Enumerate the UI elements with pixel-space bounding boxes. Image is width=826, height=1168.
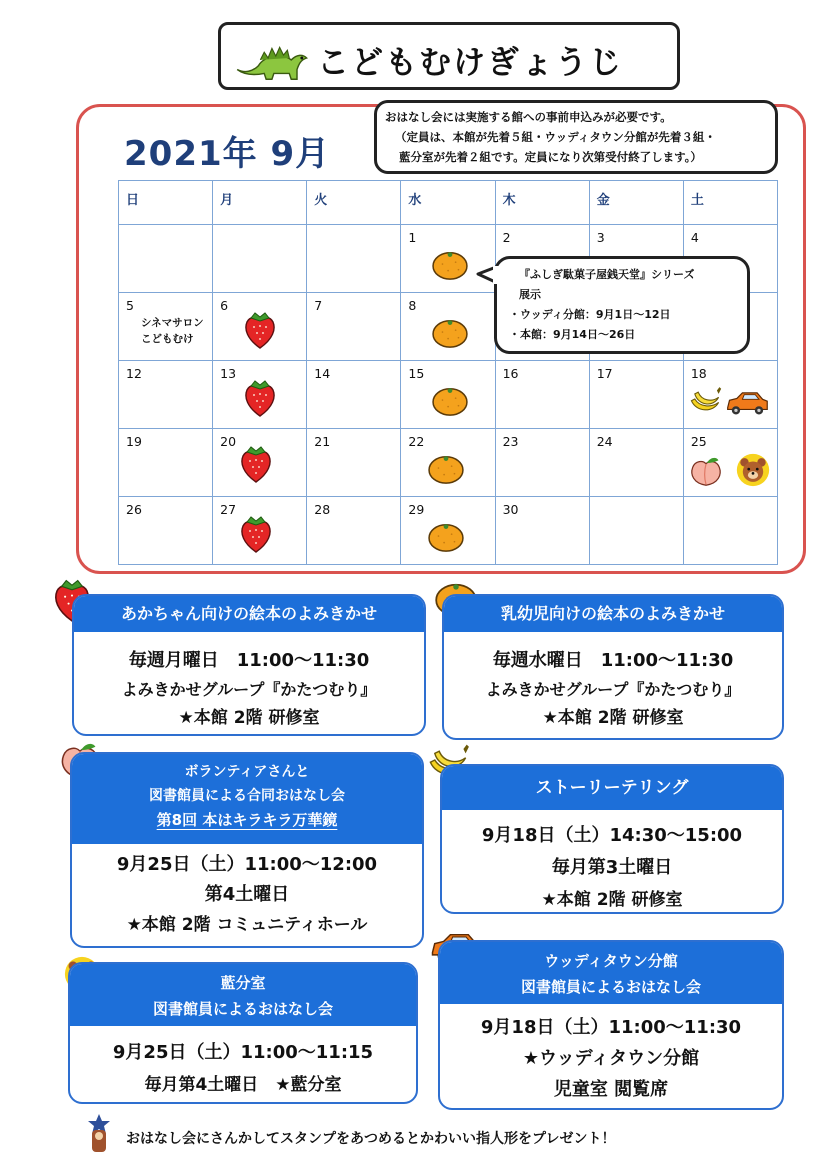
- notice-line: おはなし会には実施する館への事前申込みが必要です。: [385, 110, 672, 124]
- day-number: 13: [220, 366, 237, 381]
- weekday-thu: 木: [495, 181, 589, 225]
- program-line: ★本館 2階 研修室: [178, 708, 320, 728]
- day-number: 7: [314, 298, 323, 313]
- calendar-cell: [401, 429, 495, 497]
- strawberry-icon: [239, 443, 273, 483]
- event-line: こどもむけ: [141, 333, 194, 345]
- program-toddler-storytime: [442, 594, 784, 740]
- day-number: 23: [502, 434, 519, 449]
- day-number: 6: [220, 298, 229, 313]
- notice-line: 藍分室が先着２組です。定員になり次第受付終了します。）: [399, 150, 702, 164]
- strawberry-icon: [243, 309, 277, 349]
- day-number: 17: [596, 366, 613, 381]
- day-number: 2: [502, 230, 511, 245]
- day-number: 3: [596, 230, 605, 245]
- calendar-cell: [119, 225, 213, 293]
- calendar-week: [119, 429, 778, 497]
- day-number: 16: [502, 366, 519, 381]
- calendar-cell: [213, 497, 307, 565]
- program-title: 図書館員によるおはなし会: [152, 1000, 333, 1018]
- day-number: 1: [408, 230, 417, 245]
- calendar-cell: [307, 293, 401, 361]
- calendar-cell: [213, 361, 307, 429]
- program-line: 児童室 閲覧席: [553, 1079, 669, 1100]
- calendar-cell: [495, 429, 589, 497]
- notice-line: （定員は、本館が先着５組・ウッディタウン分館が先着３組・: [395, 130, 716, 144]
- program-line: ★ウッディタウン分館: [522, 1048, 700, 1069]
- title-box: [218, 22, 680, 90]
- program-line: 9月18日（土）11:00～11:30: [480, 1017, 742, 1038]
- calendar-cell: [307, 429, 401, 497]
- program-line: 9月18日（土）14:30～15:00: [481, 825, 743, 846]
- program-title: 図書館員による合同おはなし会: [149, 788, 345, 804]
- day-number: 24: [596, 434, 613, 449]
- peach-icon: [688, 455, 724, 487]
- event-cinema-salon: [141, 315, 204, 347]
- orange-icon: [427, 521, 465, 553]
- program-line: 第4土曜日: [204, 884, 290, 905]
- day-number: 26: [126, 502, 142, 517]
- calendar-cell: [213, 225, 307, 293]
- program-subtitle: 第8回 本はキラキラ万華鏡: [156, 811, 338, 829]
- strawberry-icon: [243, 377, 277, 417]
- calendar-cell: [119, 497, 213, 565]
- program-line: ★本館 2階 研修室: [541, 890, 683, 910]
- calendar-cell: [307, 361, 401, 429]
- program-ai-branch: [68, 962, 418, 1104]
- day-number: 19: [126, 434, 142, 449]
- weekday-sat: 土: [683, 181, 777, 225]
- calendar-week: [119, 361, 778, 429]
- program-title: 図書館員によるおはなし会: [520, 978, 701, 996]
- day-number: 4: [690, 230, 699, 245]
- day-number: 20: [220, 434, 237, 449]
- program-line: 毎月第3土曜日: [551, 857, 673, 878]
- program-line: よみきかせグループ『かたつむり』: [485, 680, 741, 699]
- orange-icon: [431, 385, 469, 417]
- program-line: 毎月第4土曜日 ★藍分室: [144, 1075, 342, 1095]
- program-line: ★本館 2階 研修室: [542, 708, 684, 728]
- bear-icon: [736, 453, 770, 487]
- day-number: 21: [314, 434, 331, 449]
- calendar-cell: [683, 497, 777, 565]
- calendar-cell: [589, 361, 683, 429]
- bubble-line: 『ふしぎ駄菓子屋銭天堂』シリーズ: [519, 268, 695, 281]
- dinosaur-icon: [231, 31, 309, 85]
- program-baby-storytime: [72, 594, 426, 736]
- weekday-sun: 日: [119, 181, 213, 225]
- day-number: 15: [408, 366, 425, 381]
- calendar-cell: [119, 361, 213, 429]
- program-title: ストーリーテリング: [442, 766, 782, 810]
- calendar-cell: [589, 497, 683, 565]
- weekday-tue: 火: [307, 181, 401, 225]
- calendar-grid: [118, 180, 778, 565]
- program-woody-town-branch: [438, 940, 784, 1110]
- calendar-cell: [401, 497, 495, 565]
- stamp-footer-message: おはなし会にさんかしてスタンプをあつめるとかわいい指人形をプレゼント！: [126, 1131, 616, 1147]
- orange-icon: [427, 453, 465, 485]
- finger-puppet-icon: [86, 1112, 112, 1154]
- orange-icon: [431, 249, 469, 281]
- day-number: 5: [126, 298, 134, 313]
- bubble-line: 展示: [519, 288, 541, 301]
- program-line: 毎週月曜日 11:00～11:30: [128, 650, 370, 671]
- day-number: 18: [690, 366, 707, 381]
- calendar-cell: [683, 429, 777, 497]
- bubble-tail-joint: [493, 266, 499, 284]
- program-joint-storytime: [70, 752, 424, 948]
- exhibition-bubble: [494, 256, 750, 354]
- strawberry-icon: [239, 513, 273, 553]
- calendar-cell: [119, 293, 213, 361]
- calendar-cell: [495, 497, 589, 565]
- calendar-cell: [401, 361, 495, 429]
- program-title: あかちゃん向けの絵本のよみきかせ: [74, 596, 424, 632]
- day-number: 27: [220, 502, 237, 517]
- day-number: 25: [690, 434, 707, 449]
- page-title: こどもむけぎょうじ: [317, 43, 624, 81]
- reservation-notice: [374, 100, 778, 174]
- orange-icon: [431, 317, 469, 349]
- bubble-line: ・ウッディ分館：9月1日～12日: [509, 308, 671, 321]
- program-line: 9月25日（土）11:00～12:00: [116, 854, 378, 875]
- banana-icon: [688, 383, 722, 415]
- program-line: よみきかせグループ『かたつむり』: [121, 680, 377, 699]
- calendar-cell: [307, 225, 401, 293]
- calendar-heading: 2021年 9月: [124, 134, 331, 174]
- weekday-header-row: [119, 181, 778, 225]
- day-number: 8: [408, 298, 417, 313]
- day-number: 30: [502, 502, 519, 517]
- weekday-mon: 月: [213, 181, 307, 225]
- day-number: 22: [408, 434, 425, 449]
- calendar-cell: [213, 293, 307, 361]
- calendar-cell: [307, 497, 401, 565]
- event-line: シネマサロン: [141, 317, 204, 329]
- calendar-cell: [683, 361, 777, 429]
- program-title: 藍分室: [220, 974, 266, 992]
- calendar-cell: [495, 361, 589, 429]
- day-number: 29: [408, 502, 425, 517]
- calendar-week: [119, 497, 778, 565]
- program-title: ウッディタウン分館: [544, 952, 678, 970]
- weekday-wed: 水: [401, 181, 495, 225]
- car-icon: [724, 389, 770, 417]
- day-number: 28: [314, 502, 331, 517]
- day-number: 14: [314, 366, 331, 381]
- calendar-cell: [401, 293, 495, 361]
- program-storytelling: [440, 764, 784, 914]
- program-title: ボランティアさんと: [184, 764, 310, 780]
- calendar-cell: [213, 429, 307, 497]
- day-number: 12: [126, 366, 142, 381]
- weekday-fri: 金: [589, 181, 683, 225]
- program-title: 乳幼児向けの絵本のよみきかせ: [444, 596, 782, 632]
- program-line: 毎週水曜日 11:00～11:30: [492, 650, 734, 671]
- calendar-cell: [119, 429, 213, 497]
- calendar-cell: [589, 429, 683, 497]
- program-line: ★本館 2階 コミュニティホール: [126, 915, 368, 935]
- bubble-line: ・本館：9月14日～26日: [509, 328, 636, 341]
- program-line: 9月25日（土）11:00～11:15: [112, 1042, 374, 1063]
